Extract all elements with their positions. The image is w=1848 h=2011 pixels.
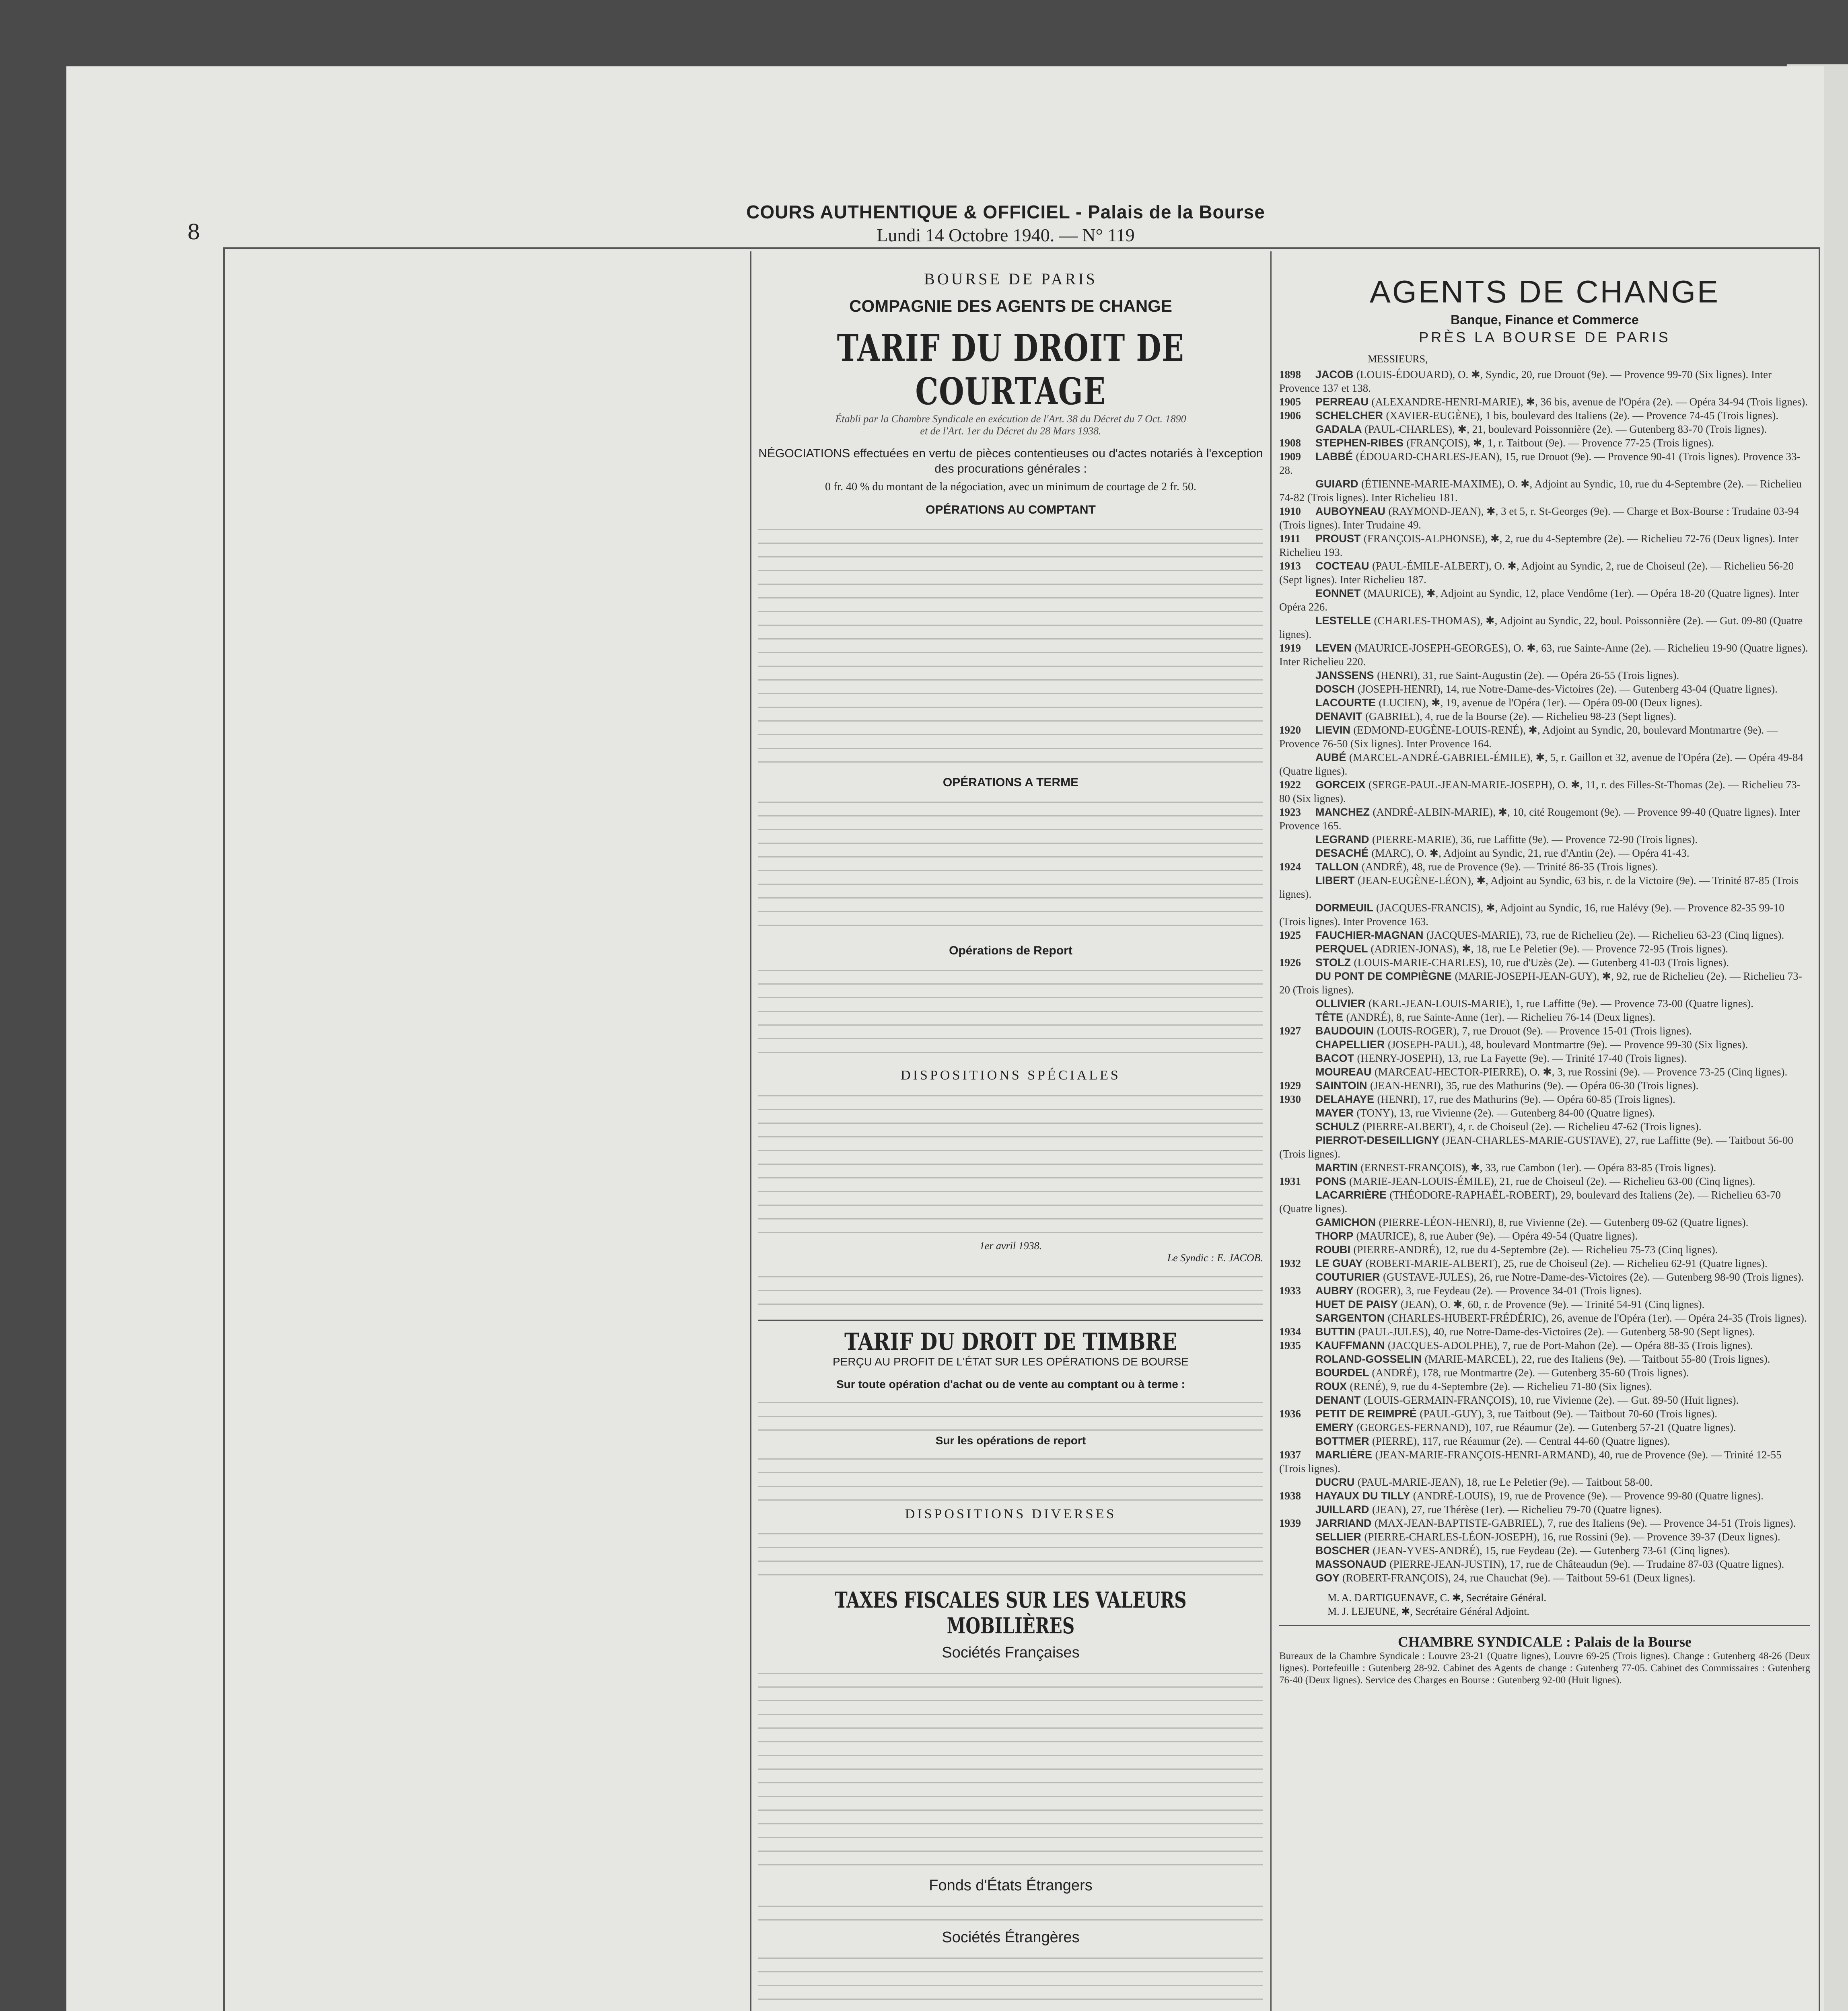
timbre-report: Sur les opérations de report	[935, 1434, 1086, 1447]
tarif-subtitle-1: Établi par la Chambre Syndicale en exécution de l'Art. 38 du Décret du 7 Oct. 1890	[835, 413, 1186, 425]
agent-entry	[1279, 436, 1810, 450]
op-report-text	[758, 962, 1263, 1062]
agent-name: LESTELLE	[1315, 615, 1374, 627]
agent-name: STEPHEN-RIBES	[1315, 437, 1407, 449]
messieurs: MESSIEURS,	[1368, 353, 1428, 365]
agent-detail: (CHARLES-HUBERT-FRÉDÉRIC), 26, avenue de l'Opéra (1er). — Opéra 24-35 (Trois lignes).	[1387, 1312, 1807, 1324]
agent-name: MARLIÈRE	[1315, 1449, 1375, 1461]
agent-name: TALLON	[1315, 861, 1362, 873]
agent-year: 1936	[1279, 1408, 1301, 1420]
societes-francaises-heading: Sociétés Françaises	[942, 1644, 1080, 1661]
agent-entry	[1279, 751, 1810, 778]
agent-name: LE GUAY	[1315, 1257, 1366, 1269]
agent-detail: (JEAN-CHARLES-MARIE-GUSTAVE), 27, rue Laffitte (9e). — Taitbout 56-00 (Trois lignes).	[1279, 1134, 1793, 1160]
op-comptant-heading: OPÉRATIONS AU COMPTANT	[926, 503, 1096, 516]
agent-name: PONS	[1315, 1175, 1350, 1187]
agent-name: LEVEN	[1315, 642, 1355, 654]
agent-detail: (KARL-JEAN-LOUIS-MARIE), 1, rue Laffitte (9e). — Provence 73-00 (Quatre lignes).	[1369, 997, 1753, 1010]
agent-entry	[1279, 846, 1810, 860]
timbre-rates	[758, 1394, 1263, 1434]
agent-detail: (MAURICE-JOSEPH-GEORGES), O. ✱, 63, rue Sainte-Anne (2e). — Richelieu 19-90 (Quatre lignes). Inter Richelieu 220.	[1279, 642, 1808, 668]
agent-entry	[1279, 1174, 1810, 1188]
agent-entry	[1279, 1024, 1810, 1038]
agent-name: GADALA	[1315, 423, 1364, 435]
agent-entry	[1279, 928, 1810, 942]
agent-detail: (HENRI), 31, rue Saint-Augustin (2e). — Opéra 26-55 (Trois lignes).	[1377, 669, 1679, 681]
agent-entry	[1279, 1544, 1810, 1557]
agent-detail: (ANDRÉ), 178, rue Montmartre (2e). — Gutenberg 35-60 (Trois lignes).	[1372, 1367, 1689, 1379]
agent-detail: (MAX-JEAN-BAPTISTE-GABRIEL), 7, rue des Italiens (9e). — Provence 34-51 (Trois lignes).	[1375, 1517, 1796, 1529]
agents-title: AGENTS DE CHANGE	[1369, 274, 1720, 309]
agent-entry	[1279, 1038, 1810, 1051]
left-column	[233, 257, 742, 2011]
agent-entry	[1279, 1188, 1810, 1215]
agent-entry	[1279, 559, 1810, 586]
timbre-subtitle: PERÇU AU PROFIT DE L'ÉTAT SUR LES OPÉRATIONS DE BOURSE	[833, 1355, 1189, 1368]
agent-detail: (JEAN), O. ✱, 60, r. de Provence (9e). — Trinité 54-91 (Cinq lignes).	[1401, 1298, 1705, 1310]
agent-detail: (JEAN), 27, rue Thérèse (1er). — Richelieu 79-70 (Quatre lignes).	[1372, 1503, 1662, 1515]
agent-name: CHAPELLIER	[1315, 1038, 1388, 1051]
agent-detail: (MARIE-JEAN-LOUIS-ÉMILE), 21, rue de Choiseul (2e). — Richelieu 63-00 (Cinq lignes).	[1349, 1175, 1755, 1187]
agent-entry	[1279, 395, 1810, 409]
agent-entry	[1279, 1051, 1810, 1065]
agent-year: 1927	[1279, 1025, 1301, 1037]
agent-name: MANCHEZ	[1315, 806, 1373, 818]
agent-entry	[1279, 1079, 1810, 1092]
agent-year: 1937	[1279, 1449, 1301, 1461]
agent-entry	[1279, 969, 1810, 997]
agent-detail: (ADRIEN-JONAS), ✱, 18, rue Le Peletier (9e). — Provence 72-95 (Trois lignes).	[1371, 943, 1728, 955]
agent-detail: (ROGER), 3, rue Feydeau (2e). — Provence 34-01 (Trois lignes).	[1356, 1285, 1642, 1297]
agent-entry	[1279, 1270, 1810, 1284]
agent-name: SCHULZ	[1315, 1121, 1362, 1133]
agent-year: 1931	[1279, 1175, 1301, 1187]
dispositions-speciales-text	[758, 1087, 1263, 1240]
agent-entry	[1279, 1516, 1810, 1530]
agent-name: COCTEAU	[1315, 560, 1372, 572]
societes-etrangeres-heading: Sociétés Étrangères	[942, 1929, 1080, 1946]
agent-year: 1922	[1279, 779, 1301, 791]
agent-name: STOLZ	[1315, 956, 1354, 968]
agent-name: DUCRU	[1315, 1476, 1358, 1488]
agent-year: 1923	[1279, 806, 1301, 818]
agent-detail: (LUCIEN), ✱, 19, avenue de l'Opéra (1er). — Opéra 09-00 (Deux lignes).	[1379, 697, 1702, 709]
agent-year: 1906	[1279, 409, 1301, 422]
agent-detail: (ERNEST-FRANÇOIS), ✱, 33, rue Cambon (1er). — Opéra 83-85 (Trois lignes).	[1360, 1162, 1716, 1174]
agent-detail: (JACQUES-ADOLPHE), 7, rue de Port-Mahon (2e). — Opéra 88-35 (Trois lignes).	[1387, 1339, 1753, 1351]
agent-entry	[1279, 805, 1810, 833]
agent-detail: (XAVIER-EUGÈNE), 1 bis, boulevard des Italiens (2e). — Provence 74-45 (Trois lignes).	[1386, 409, 1779, 422]
agent-name: BUTTIN	[1315, 1326, 1358, 1338]
agent-entry	[1279, 723, 1810, 751]
agent-name: PROUST	[1315, 533, 1364, 545]
agent-detail: (EDMOND-EUGÈNE-LOUIS-RENÉ), ✱, Adjoint au Syndic, 20, boulevard Montmartre (9e). — Provence 76-50 (Six lignes). Inter Provence 164.	[1279, 724, 1778, 750]
column-divider-right	[1270, 251, 1272, 2011]
fonds-etats-text	[758, 1898, 1263, 1926]
agent-detail: (JOSEPH-PAUL), 48, boulevard Montmartre (9e). — Provence 99-30 (Six lignes).	[1388, 1038, 1748, 1051]
agent-name: FAUCHIER-MAGNAN	[1315, 929, 1426, 941]
agent-name: PERREAU	[1315, 396, 1372, 408]
agent-entry	[1279, 1503, 1810, 1516]
taxes-title: TAXES FISCALES SUR LES VALEURS MOBILIÈRES	[835, 1587, 1187, 1639]
agent-entry	[1279, 1133, 1810, 1161]
bourse-heading: BOURSE DE PARIS	[924, 270, 1097, 288]
agent-name: EMERY	[1315, 1421, 1357, 1433]
agent-entry	[1279, 504, 1810, 532]
agent-name: ROUBI	[1315, 1244, 1354, 1256]
dispositions-diverses-text	[758, 1525, 1263, 1581]
agents-subtitle-2: PRÈS LA BOURSE DE PARIS	[1419, 329, 1671, 345]
agent-year: 1932	[1279, 1257, 1301, 1269]
op-terme-heading: OPÉRATIONS A TERME	[943, 776, 1079, 789]
agent-detail: (LOUIS-GERMAIN-FRANÇOIS), 10, rue Vivienne (2e). — Gut. 89-50 (Huit lignes).	[1364, 1394, 1739, 1406]
agent-name: JARRIAND	[1315, 1517, 1375, 1529]
agent-detail: (GUSTAVE-JULES), 26, rue Notre-Dame-des-Victoires (2e). — Gutenberg 98-90 (Trois lignes).	[1383, 1271, 1804, 1283]
agent-name: ROLAND-GOSSELIN	[1315, 1353, 1425, 1365]
agent-detail: (GABRIEL), 4, rue de la Bourse (2e). — Richelieu 98-23 (Sept lignes).	[1365, 710, 1677, 722]
fonds-etats-heading: Fonds d'États Étrangers	[929, 1877, 1093, 1894]
agent-entry	[1279, 833, 1810, 846]
agent-detail: (PAUL-JULES), 40, rue Notre-Dame-des-Victoires (2e). — Gutenberg 58-90 (Sept lignes).	[1358, 1326, 1755, 1338]
agent-name: JACOB	[1315, 368, 1357, 380]
agent-list	[1279, 368, 1810, 1585]
chambre-text: Bureaux de la Chambre Syndicale : Louvre 23-21 (Quatre lignes), Louvre 69-25 (Trois lignes). Change : Gutenberg 48-26 (Deux lignes). Portefeuille : Gutenberg 28-92. Cabinet des Agents de change : Gutenberg 77-05. Cabinet des Commissaires : Gutenberg 76-40 (Deux lignes). Service des Charges en Bourse : Gutenberg 92-00 (Huit lignes).	[1279, 1651, 1810, 1686]
agent-entry	[1279, 1393, 1810, 1407]
agent-entry	[1279, 409, 1810, 422]
column-divider-left	[750, 251, 751, 2011]
timbre-title: TARIF DU DROIT DE TIMBRE	[844, 1328, 1177, 1355]
agent-name: GORCEIX	[1315, 779, 1369, 791]
agent-entry	[1279, 1229, 1810, 1243]
agent-detail: (ANDRÉ), 8, rue Sainte-Anne (1er). — Richelieu 76-14 (Deux lignes).	[1346, 1011, 1656, 1023]
middle-column	[758, 257, 1263, 2011]
agent-year: 1898	[1279, 368, 1301, 380]
agent-entry	[1279, 1120, 1810, 1133]
agent-entry	[1279, 450, 1810, 477]
agent-entry	[1279, 1106, 1810, 1120]
agents-subtitle-1: Banque, Finance et Commerce	[1451, 313, 1639, 327]
agent-entry	[1279, 477, 1810, 504]
agent-year: 1911	[1279, 533, 1301, 545]
agent-name: LIBERT	[1315, 874, 1358, 886]
le-syndic: Le Syndic : E. JACOB.	[1167, 1252, 1263, 1264]
agent-name: JANSSENS	[1315, 669, 1377, 681]
agent-name: THORP	[1315, 1230, 1356, 1242]
agent-detail: (RENÉ), 9, rue du 4-Septembre (2e). — Richelieu 71-80 (Six lignes).	[1350, 1380, 1652, 1392]
page-number: 8	[187, 220, 201, 245]
agent-year: 1929	[1279, 1080, 1301, 1092]
agent-name: DOSCH	[1315, 683, 1358, 695]
agent-entry	[1279, 1010, 1810, 1024]
agent-name: LEGRAND	[1315, 833, 1372, 845]
agent-entry	[1279, 997, 1810, 1010]
header-title: COURS AUTHENTIQUE & OFFICIEL - Palais de la Bourse	[746, 202, 1265, 222]
agent-name: DESACHÉ	[1315, 847, 1372, 859]
agent-detail: (ÉDOUARD-CHARLES-JEAN), 15, rue Drouot (9e). — Provence 90-41 (Trois lignes). Provence 33-28.	[1279, 450, 1801, 476]
agent-name: BOTTMER	[1315, 1435, 1372, 1447]
chambre-heading: CHAMBRE SYNDICALE : Palais de la Bourse	[1397, 1634, 1692, 1650]
agent-name: SCHELCHER	[1315, 409, 1386, 422]
agent-name: PIERROT-DESEILLIGNY	[1315, 1134, 1442, 1146]
agent-name: PERQUEL	[1315, 943, 1371, 955]
agent-entry	[1279, 1434, 1810, 1448]
agent-year: 1910	[1279, 505, 1301, 517]
agent-year: 1934	[1279, 1326, 1301, 1338]
agent-entry	[1279, 1530, 1810, 1544]
agent-detail: (TONY), 13, rue Vivienne (2e). — Gutenberg 84-00 (Quatre lignes).	[1356, 1107, 1655, 1119]
agent-detail: (SERGE-PAUL-JEAN-MARIE-JOSEPH), O. ✱, 11, r. des Filles-St-Thomas (2e). — Richelieu 73-80 (Six lignes).	[1279, 779, 1801, 804]
agent-detail: (ROBERT-MARIE-ALBERT), 25, rue de Choiseul (2e). — Richelieu 62-91 (Quatre lignes).	[1365, 1257, 1768, 1269]
agent-name: SELLIER	[1315, 1531, 1364, 1543]
agent-name: TÊTE	[1315, 1011, 1346, 1023]
footnotes	[758, 1268, 1263, 1312]
agent-entry	[1279, 1065, 1810, 1079]
agent-entry	[1279, 682, 1810, 696]
agent-entry	[1279, 668, 1810, 682]
dispositions-diverses-heading: DISPOSITIONS DIVERSES	[905, 1507, 1117, 1522]
agent-detail: (ÉTIENNE-MARIE-MAXIME), O. ✱, Adjoint au Syndic, 10, rue du 4-Septembre (2e). — Richelieu 74-82 (Trois lignes). Inter Richelieu 181.	[1279, 478, 1802, 504]
agent-detail: (PIERRE-MARIE), 36, rue Laffitte (9e). — Provence 72-90 (Trois lignes).	[1372, 833, 1698, 845]
agent-year: 1908	[1279, 437, 1301, 449]
agent-detail: (THÉODORE-RAPHAËL-ROBERT), 29, boulevard des Italiens (2e). — Richelieu 63-70 (Quatre lignes).	[1279, 1189, 1781, 1215]
agent-name: OLLIVIER	[1315, 997, 1369, 1010]
timbre-operation: Sur toute opération d'achat ou de vente au comptant ou à terme :	[836, 1378, 1185, 1390]
agent-detail: (PIERRE-ANDRÉ), 12, rue du 4-Septembre (2e). — Richelieu 75-73 (Cinq lignes).	[1353, 1244, 1718, 1256]
agent-name: GUIARD	[1315, 478, 1361, 490]
secretaire-general: M. A. DARTIGUENAVE, C. ✱, Secrétaire Général.	[1327, 1592, 1546, 1604]
agent-detail: (JEAN-YVES-ANDRÉ), 15, rue Feydeau (2e). — Gutenberg 73-61 (Cinq lignes).	[1373, 1544, 1730, 1557]
agent-entry	[1279, 1339, 1810, 1352]
secretaire-adjoint: M. J. LEJEUNE, ✱, Secrétaire Général Adjoint.	[1327, 1606, 1529, 1617]
agent-detail: (JOSEPH-HENRI), 14, rue Notre-Dame-des-Victoires (2e). — Gutenberg 43-04 (Quatre lignes).	[1358, 683, 1778, 695]
agent-detail: (JACQUES-MARIE), 73, rue de Richelieu (2e). — Richelieu 63-23 (Cinq lignes).	[1426, 929, 1784, 941]
agent-entry	[1279, 532, 1810, 559]
agent-entry	[1279, 860, 1810, 874]
op-report-heading: Opérations de Report	[949, 944, 1072, 957]
agent-name: DENANT	[1315, 1394, 1364, 1406]
agent-name: LIEVIN	[1315, 724, 1354, 736]
agent-year: 1919	[1279, 642, 1301, 654]
agent-name: HAYAUX DU TILLY	[1315, 1490, 1413, 1502]
agent-detail: (FRANÇOIS-ALPHONSE), ✱, 2, rue du 4-Septembre (2e). — Richelieu 72-76 (Deux lignes). Inter Richelieu 193.	[1279, 533, 1799, 558]
agent-detail: (ANDRÉ-LOUIS), 19, rue de Provence (9e). — Provence 99-80 (Quatre lignes).	[1413, 1490, 1764, 1502]
agent-entry	[1279, 1380, 1810, 1393]
agent-entry	[1279, 1421, 1810, 1434]
agent-entry	[1279, 778, 1810, 805]
agent-detail: (PIERRE-JEAN-JUSTIN), 17, rue de Châteaudun (9e). — Trudaine 87-03 (Quatre lignes).	[1389, 1558, 1784, 1570]
agent-detail: (LOUIS-MARIE-CHARLES), 10, rue d'Uzès (2e). — Gutenberg 41-03 (Trois lignes).	[1354, 956, 1729, 968]
agent-detail: (JACQUES-FRANCIS), ✱, Adjoint au Syndic, 16, rue Halévy (9e). — Provence 82-35 99-10 (Trois lignes). Inter Provence 163.	[1279, 902, 1784, 927]
agent-detail: (ALEXANDRE-HENRI-MARIE), ✱, 36 bis, avenue de l'Opéra (2e). — Opéra 34-94 (Trois lignes).	[1371, 396, 1808, 408]
agent-name: MOUREAU	[1315, 1066, 1375, 1078]
op-terme-text	[758, 794, 1263, 938]
agent-entry	[1279, 1366, 1810, 1380]
agent-detail: (JEAN-MARIE-FRANÇOIS-HENRI-ARMAND), 40, rue de Provence (9e). — Trinité 12-55 (Trois lignes).	[1279, 1449, 1782, 1474]
page-header	[684, 201, 1327, 246]
agent-entry	[1279, 1325, 1810, 1339]
agent-detail: (MAURICE), ✱, Adjoint au Syndic, 12, place Vendôme (1er). — Opéra 18-20 (Quatre lignes). Inter Opéra 226.	[1279, 587, 1799, 613]
agent-name: COUTURIER	[1315, 1271, 1383, 1283]
agent-detail: (FRANÇOIS), ✱, 1, r. Taitbout (9e). — Provence 77-25 (Trois lignes).	[1406, 437, 1714, 449]
agent-year: 1933	[1279, 1285, 1301, 1297]
agent-year: 1925	[1279, 929, 1301, 941]
agent-detail: (MARCEAU-HECTOR-PIERRE), O. ✱, 3, rue Rossini (9e). — Provence 73-25 (Cinq lignes).	[1375, 1066, 1788, 1078]
agent-year: 1926	[1279, 956, 1301, 968]
agent-name: MAYER	[1315, 1107, 1357, 1119]
agent-name: GAMICHON	[1315, 1216, 1379, 1228]
agent-year: 1939	[1279, 1517, 1301, 1529]
agent-entry	[1279, 614, 1810, 641]
agent-entry	[1279, 1557, 1810, 1571]
agent-name: ROUX	[1315, 1380, 1350, 1392]
agent-name: EONNET	[1315, 587, 1364, 599]
agent-detail: (PIERRE), 117, rue Réaumur (2e). — Central 44-60 (Quatre lignes).	[1372, 1435, 1670, 1447]
agent-name: DORMEUIL	[1315, 902, 1377, 914]
agent-detail: (MARIE-JOSEPH-JEAN-GUY), ✱, 92, rue de Richelieu (2e). — Richelieu 73-20 (Trois lignes).	[1279, 970, 1802, 996]
agent-name: DU PONT DE COMPIÈGNE	[1315, 970, 1455, 982]
agent-name: SAINTOIN	[1315, 1080, 1371, 1092]
agent-entry	[1279, 1284, 1810, 1297]
societes-etrangeres-text	[758, 1949, 1263, 2011]
agent-entry	[1279, 1297, 1810, 1311]
agent-entry	[1279, 942, 1810, 956]
agent-detail: (MARCEL-ANDRÉ-GABRIEL-ÉMILE), ✱, 5, r. Gaillon et 32, avenue de l'Opéra (2e). — Opéra 49-84 (Quatre lignes).	[1279, 751, 1803, 777]
agent-entry	[1279, 1448, 1810, 1475]
agent-entry	[1279, 1215, 1810, 1229]
agent-name: HUET DE PAISY	[1315, 1298, 1401, 1310]
agent-entry	[1279, 641, 1810, 668]
agent-detail: (MAURICE), 8, rue Auber (9e). — Opéra 49-54 (Quatre lignes).	[1356, 1230, 1638, 1242]
agent-detail: (MARIE-MARCEL), 22, rue des Italiens (9e). — Taitbout 55-80 (Trois lignes).	[1424, 1353, 1770, 1365]
agent-year: 1909	[1279, 450, 1301, 463]
divider-chambre	[1279, 1625, 1810, 1626]
agent-detail: (PAUL-GUY), 3, rue Taitbout (9e). — Taitbout 70-60 (Trois lignes).	[1420, 1408, 1717, 1420]
agent-name: MASSONAUD	[1315, 1558, 1390, 1570]
compagnie-heading: COMPAGNIE DES AGENTS DE CHANGE	[849, 296, 1172, 315]
agent-detail: (ANDRÉ-ALBIN-MARIE), ✱, 10, cité Rougemont (9e). — Provence 99-40 (Quatre lignes). Inter Provence 165.	[1279, 806, 1800, 832]
agent-name: DELAHAYE	[1315, 1093, 1377, 1105]
agent-detail: (PIERRE-ALBERT), 4, r. de Choiseul (2e). — Richelieu 47-62 (Trois lignes).	[1362, 1121, 1702, 1133]
agent-name: GOY	[1315, 1572, 1343, 1584]
agent-year: 1920	[1279, 724, 1301, 736]
agent-entry	[1279, 1489, 1810, 1503]
agent-name: BAUDOUIN	[1315, 1025, 1377, 1037]
agent-detail: (PAUL-ÉMILE-ALBERT), O. ✱, Adjoint au Syndic, 2, rue de Choiseul (2e). — Richelieu 56-20 (Sept lignes). Inter Richelieu 187.	[1279, 560, 1794, 586]
agent-entry	[1279, 1571, 1810, 1585]
agent-entry	[1279, 1161, 1810, 1174]
agent-detail: (MARC), O. ✱, Adjoint au Syndic, 21, rue d'Antin (2e). — Opéra 41-43.	[1371, 847, 1690, 859]
agent-entry	[1279, 956, 1810, 969]
agent-entry	[1279, 1352, 1810, 1366]
timbre-report-text	[758, 1450, 1263, 1503]
agent-year: 1913	[1279, 560, 1301, 572]
agent-entry	[1279, 1256, 1810, 1270]
agent-detail: (LOUIS-ROGER), 7, rue Drouot (9e). — Provence 15-01 (Trois lignes).	[1377, 1025, 1692, 1037]
agent-detail: (ANDRÉ), 48, rue de Provence (9e). — Trinité 86-35 (Trois lignes).	[1361, 861, 1658, 873]
negociations-heading: NÉGOCIATIONS effectuées en vertu de pièces contentieuses ou d'actes notariés à l'exception des procurations générales :	[758, 447, 1263, 475]
agent-entry	[1279, 874, 1810, 901]
agent-year: 1935	[1279, 1339, 1301, 1351]
agent-entry	[1279, 696, 1810, 709]
agent-detail: (PIERRE-LÉON-HENRI), 8, rue Vivienne (2e). — Gutenberg 09-62 (Quatre lignes).	[1379, 1216, 1749, 1228]
agent-name: KAUFFMANN	[1315, 1339, 1388, 1351]
negociations-rate: 0 fr. 40 % du montant de la négociation, avec un minimum de courtage de 2 fr. 50.	[825, 481, 1196, 493]
header-date: Lundi 14 Octobre 1940. — N° 119	[877, 225, 1135, 245]
agent-year: 1930	[1279, 1093, 1301, 1105]
agent-name: DENAVIT	[1315, 710, 1366, 722]
agent-detail: (HENRY-JOSEPH), 13, rue La Fayette (9e). — Trinité 17-40 (Trois lignes).	[1357, 1052, 1687, 1064]
op-comptant-text	[758, 521, 1263, 770]
dispositions-speciales-heading: DISPOSITIONS SPÉCIALES	[901, 1068, 1121, 1083]
agent-detail: (JEAN-EUGÈNE-LÉON), ✱, Adjoint au Syndic, 63 bis, r. de la Victoire (9e). — Trinité 87-85 (Trois lignes).	[1279, 874, 1799, 900]
right-column	[1279, 257, 1810, 2011]
date-avril: 1er avril 1938.	[979, 1240, 1042, 1252]
agent-detail: (ROBERT-FRANÇOIS), 24, rue Chauchat (9e). — Taitbout 59-61 (Deux lignes).	[1342, 1572, 1696, 1584]
agent-name: LACOURTE	[1315, 697, 1379, 709]
agent-name: LACARRIÈRE	[1315, 1189, 1390, 1201]
agent-entry	[1279, 1407, 1810, 1421]
divider-timbre	[758, 1320, 1263, 1321]
agent-detail: (LOUIS-ÉDOUARD), O. ✱, Syndic, 20, rue Drouot (9e). — Provence 99-70 (Six lignes). Inter Provence 137 et 138.	[1279, 368, 1772, 394]
agent-name: BOURDEL	[1315, 1367, 1372, 1379]
tarif-subtitle-2: et de l'Art. 1er du Décret du 28 Mars 1938.	[920, 425, 1101, 437]
agent-entry	[1279, 368, 1810, 395]
agent-entry	[1279, 586, 1810, 614]
agent-entry	[1279, 422, 1810, 436]
agent-entry	[1279, 1092, 1810, 1106]
agent-name: BOSCHER	[1315, 1544, 1373, 1557]
tarif-courtage-title: TARIF DU DROIT DE COURTAGE	[837, 326, 1185, 413]
agent-detail: (PAUL-CHARLES), ✱, 21, boulevard Poissonnière (2e). — Gutenberg 83-70 (Trois lignes).	[1364, 423, 1767, 435]
agent-year: 1905	[1279, 396, 1301, 408]
agent-detail: (RAYMOND-JEAN), ✱, 3 et 5, r. St-Georges (9e). — Charge et Box-Bourse : Trudaine 03-94 (Trois lignes). Inter Trudaine 49.	[1279, 505, 1799, 531]
agent-year: 1924	[1279, 861, 1301, 873]
agent-name: SARGENTON	[1315, 1312, 1388, 1324]
agent-entry	[1279, 1475, 1810, 1489]
agent-entry	[1279, 1243, 1810, 1256]
agent-detail: (CHARLES-THOMAS), ✱, Adjoint au Syndic, 22, boul. Poissonnière (2e). — Gut. 09-80 (Quatre lignes).	[1279, 615, 1803, 640]
agent-detail: (PIERRE-CHARLES-LÉON-JOSEPH), 16, rue Rossini (9e). — Provence 39-37 (Deux lignes).	[1364, 1531, 1780, 1543]
agent-name: JUILLARD	[1315, 1503, 1372, 1515]
agent-name: PETIT DE REIMPRÉ	[1315, 1408, 1420, 1420]
agent-name: BACOT	[1315, 1052, 1357, 1064]
agent-name: AUBRY	[1315, 1285, 1357, 1297]
agent-name: MARTIN	[1315, 1162, 1361, 1174]
agent-name: LABBÉ	[1315, 450, 1356, 463]
agent-entry	[1279, 1311, 1810, 1325]
agent-name: AUBÉ	[1315, 751, 1350, 763]
agent-detail: (HENRI), 17, rue des Mathurins (9e). — Opéra 60-85 (Trois lignes).	[1377, 1093, 1675, 1105]
agent-detail: (GEORGES-FERNAND), 107, rue Réaumur (2e). — Gutenberg 57-21 (Quatre lignes).	[1356, 1421, 1736, 1433]
agent-entry	[1279, 901, 1810, 928]
agent-detail: (JEAN-HENRI), 35, rue des Mathurins (9e). — Opéra 06-30 (Trois lignes).	[1370, 1080, 1699, 1092]
agent-year: 1938	[1279, 1490, 1301, 1502]
agent-entry	[1279, 709, 1810, 723]
societes-francaises-text	[758, 1665, 1263, 1874]
agent-name: AUBOYNEAU	[1315, 505, 1389, 517]
agent-detail: (PAUL-MARIE-JEAN), 18, rue Le Peletier (9e). — Taitbout 58-00.	[1358, 1476, 1652, 1488]
